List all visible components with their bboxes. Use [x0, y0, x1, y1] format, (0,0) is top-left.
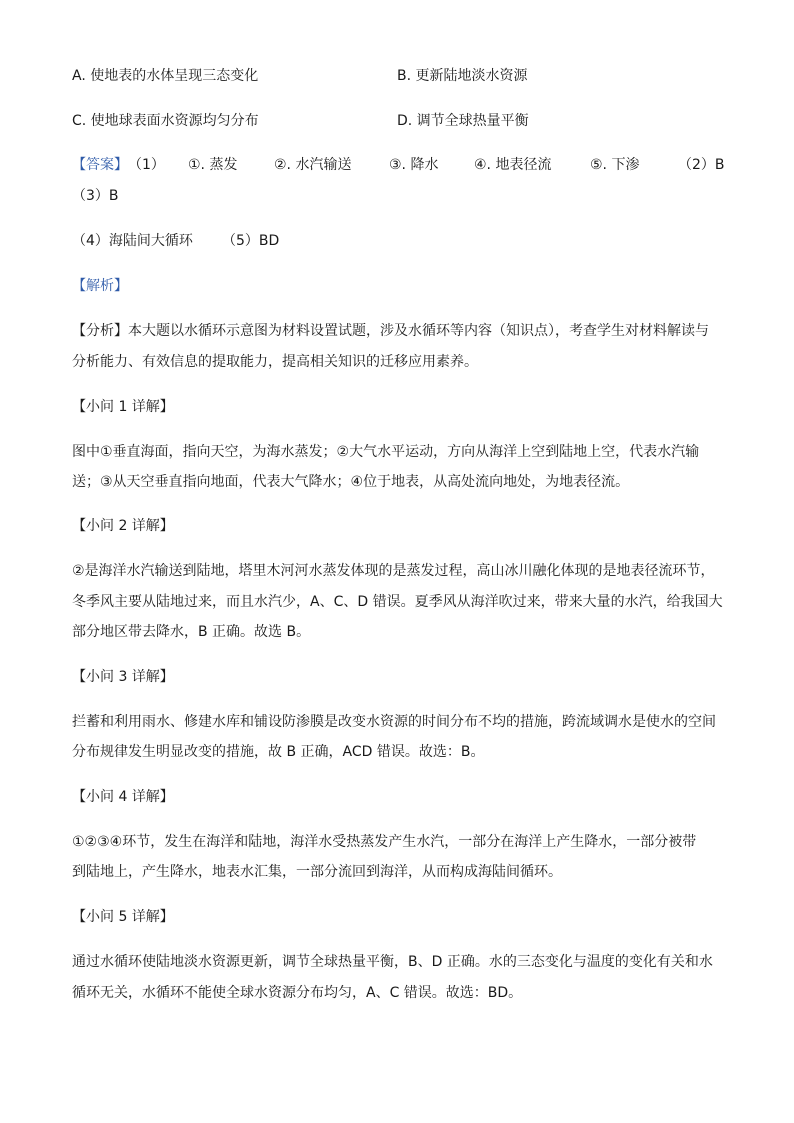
analysis-label: 【解析】	[72, 278, 128, 294]
section-1-line-1: 图中①垂直海面，指向天空，为海水蒸发；②大气水平运动，方向从海洋上空到陆地上空，代表水汽输	[72, 444, 700, 460]
answer-line	[72, 155, 165, 175]
section-1-line-2: 送；③从天空垂直指向地面，代表大气降水；④位于地表，从高处流向地处，为地表径流。	[72, 474, 630, 490]
answer-item-5: ⑤. 下渗	[590, 157, 640, 173]
answer-q5: （5）BD	[222, 233, 280, 249]
option-d: D. 调节全球热量平衡	[397, 113, 529, 129]
section-5-line-1: 通过水循环使陆地淡水资源更新，调节全球热量平衡，B、D 正确。水的三态变化与温度的变化有关和水	[72, 954, 713, 970]
section-4-heading: 【小问 4 详解】	[72, 789, 174, 805]
section-2-line-1: ②是海洋水汽输送到陆地，塔里木河河水蒸发体现的是蒸发过程，高山冰川融化体现的是地表径流环节，	[72, 563, 715, 579]
option-a: A. 使地表的水体呈现三态变化	[72, 68, 259, 84]
analysis-line-1: 【分析】本大题以水循环示意图为材料设置试题，涉及水循环等内容（知识点），考查学生对材料解读与	[72, 323, 709, 339]
option-c: C. 使地球表面水资源均匀分布	[72, 113, 259, 129]
analysis-line-2: 分析能力、有效信息的提取能力，提高相关知识的迁移应用素养。	[72, 354, 478, 370]
section-1-heading: 【小问 1 详解】	[72, 399, 174, 415]
answer-q2: （2）B	[678, 157, 725, 173]
section-3-line-1: 拦蓄和利用雨水、修建水库和铺设防渗膜是改变水资源的时间分布不均的措施，跨流域调水是使水的空间	[72, 714, 716, 730]
answer-item-1: ①. 蒸发	[188, 157, 238, 173]
answer-item-2: ②. 水汽输送	[274, 157, 352, 173]
answer-label: 【答案】	[72, 157, 128, 173]
answer-q1-number: （1）	[128, 157, 165, 173]
section-3-line-2: 分布规律发生明显改变的措施，故 B 正确，ACD 错误。故选：B。	[72, 744, 485, 760]
option-b: B. 更新陆地淡水资源	[397, 68, 528, 84]
answer-q3: （3）B	[72, 188, 119, 204]
section-3-heading: 【小问 3 详解】	[72, 669, 174, 685]
section-4-line-1: ①②③④环节，发生在海洋和陆地，海洋水受热蒸发产生水汽，一部分在海洋上产生降水，一部分被带	[72, 834, 697, 850]
answer-item-4: ④. 地表径流	[474, 157, 552, 173]
section-5-line-2: 循环无关，水循环不能使全球水资源分布均匀，A、C 错误。故选：BD。	[72, 985, 523, 1001]
section-5-heading: 【小问 5 详解】	[72, 909, 174, 925]
section-2-heading: 【小问 2 详解】	[72, 518, 174, 534]
section-4-line-2: 到陆地上，产生降水，地表水汇集，一部分流回到海洋，从而构成海陆间循环。	[72, 864, 562, 880]
section-2-line-2: 冬季风主要从陆地过来，而且水汽少，A、C、D 错误。夏季风从海洋吹过来，带来大量的水汽，给我国大	[72, 594, 723, 610]
answer-q4: （4）海陆间大循环	[72, 233, 193, 249]
section-2-line-3: 部分地区带去降水，B 正确。故选 B。	[72, 624, 311, 640]
answer-item-3: ③. 降水	[389, 157, 439, 173]
